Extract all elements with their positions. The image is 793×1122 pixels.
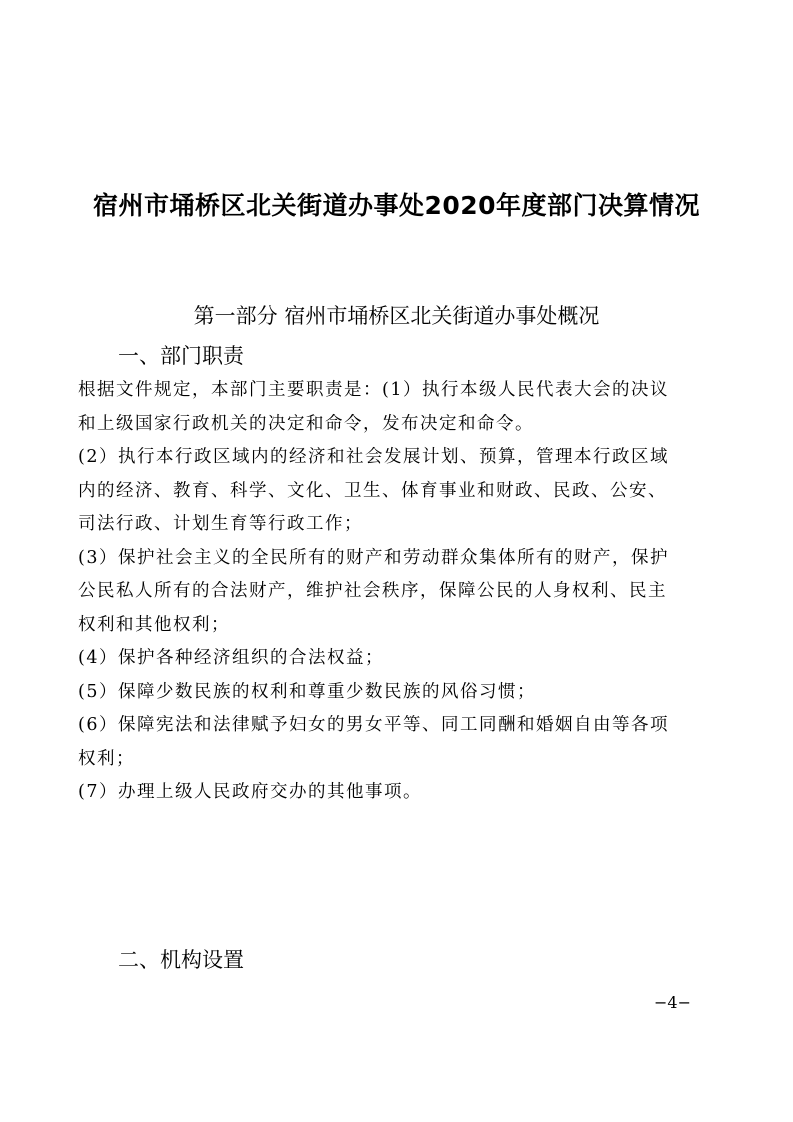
paragraph-line: (5）保障少数民族的权利和尊重少数民族的风俗习惯； [78, 681, 536, 702]
duties-paragraphs [78, 374, 718, 810]
paragraph-line: 内的经济、教育、科学、文化、卫生、体育事业和财政、民政、公安、 [78, 480, 667, 501]
paragraph-line: (7）办理上级人民政府交办的其他事项。 [78, 782, 422, 802]
section-heading-organization: 二、机构设置 [118, 948, 244, 972]
paragraph-line: 公民私人所有的合法财产，维护社会秩序，保障公民的人身权利、民主 [78, 581, 667, 601]
paragraph-line: (2）执行本行政区域内的经济和社会发展计划、预算，管理本行政区域 [78, 447, 669, 467]
paragraph-line: 司法行政、计划生育等行政工作； [78, 514, 363, 534]
paragraph-line: 和上级国家行政机关的决定和命令，发布决定和命令。 [78, 413, 534, 434]
part-title: 第一部分 宿州市埇桥区北关街道办事处概况 [193, 304, 600, 328]
page-number: −4− [654, 993, 691, 1012]
document-title: 宿州市埇桥区北关街道办事处2020年度部门决算情况 [92, 191, 701, 220]
paragraph-line: 权利； [78, 748, 135, 769]
paragraph-line: 根据文件规定，本部门主要职责是：(1）执行本级人民代表大会的决议 [78, 380, 669, 400]
section-heading-duties: 一、部门职责 [118, 344, 244, 368]
paragraph-line: 权利和其他权利； [78, 614, 230, 635]
paragraph-line: (3）保护社会主义的全民所有的财产和劳动群众集体所有的财产，保护 [78, 547, 669, 568]
paragraph-line: (6）保障宪法和法律赋予妇女的男女平等、同工同酬和婚姻自由等各项 [78, 715, 669, 735]
paragraph-line: (4）保护各种经济组织的合法权益； [78, 648, 384, 668]
